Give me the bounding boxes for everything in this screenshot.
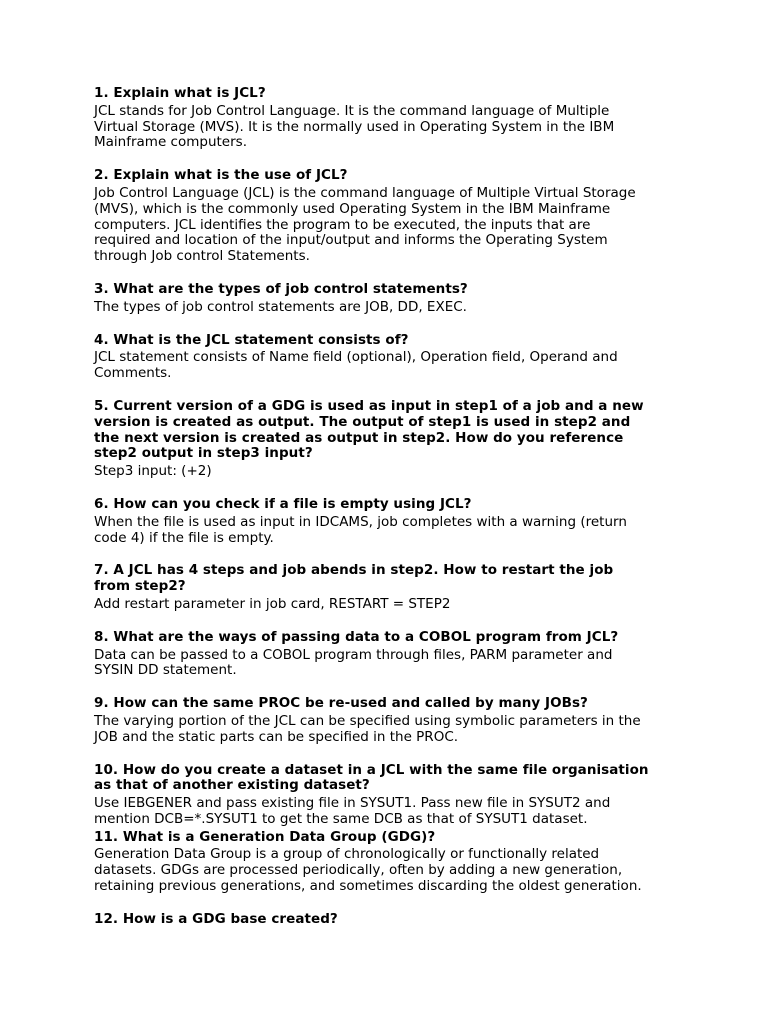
qa-item-7: [94, 563, 684, 612]
question-heading: 1. Explain what is JCL?: [94, 85, 266, 101]
qa-item-10: [94, 763, 684, 828]
question-heading: 2. Explain what is the use of JCL?: [94, 167, 348, 184]
answer-text: Step3 input: (+2): [94, 463, 212, 480]
question-heading: 9. How can the same PROC be re-used and called by many JOBs?: [94, 695, 588, 712]
answer-text: The varying portion of the JCL can be specified using symbolic parameters in the JOB and the static parts can be specified in the PROC.: [94, 712, 641, 745]
question-heading: 3. What are the types of job control statements?: [94, 280, 468, 297]
qa-item-1: [94, 86, 684, 151]
question-heading: 10. How do you create a dataset in a JCL with the same file organisation as that of another existing dataset?: [94, 761, 649, 794]
answer-text: JCL stands for Job Control Language. It is the command language of Multiple Virtual Storage (MVS). It is the normally used in Operating System in the IBM Mainframe computers.: [94, 102, 615, 151]
qa-item-8: [94, 630, 684, 679]
question-heading: 11. What is a Generation Data Group (GDG)?: [94, 828, 436, 845]
qa-item-4: [94, 333, 684, 382]
qa-item-9: [94, 696, 684, 745]
question-heading: 6. How can you check if a file is empty using JCL?: [94, 495, 472, 512]
answer-text: Generation Data Group is a group of chronologically or functionally related datasets. GDGs are processed periodically, often by adding a new generation, retaining previous generations, and sometimes discarding the oldest generation.: [94, 846, 642, 895]
answer-text: Job Control Language (JCL) is the command language of Multiple Virtual Storage (MVS), which is the commonly used Operating System in the IBM Mainframe computers. JCL identifies the program to be executed, the inputs that are required and location of the input/output and informs the Operating System through Job control Statements.: [94, 184, 636, 265]
qa-item-11: [94, 830, 684, 895]
qa-item-6: [94, 497, 684, 546]
qa-item-3: [94, 282, 684, 316]
qa-item-2: [94, 168, 684, 265]
question-heading: 8. What are the ways of passing data to a COBOL program from JCL?: [94, 628, 619, 645]
answer-text: The types of job control statements are JOB, DD, EXEC.: [94, 298, 467, 315]
qa-item-5: [94, 399, 684, 480]
answer-text: Data can be passed to a COBOL program through files, PARM parameter and SYSIN DD statement.: [94, 646, 613, 679]
question-heading: 5. Current version of a GDG is used as input in step1 of a job and a new version is created as output. The output of step1 is used in step2 and the next version is created as output in step2. How do you reference step2 output in step3 input?: [94, 397, 644, 462]
document-page: [94, 86, 684, 945]
answer-text: Add restart parameter in job card, RESTART = STEP2: [94, 595, 451, 612]
answer-text: JCL statement consists of Name field (optional), Operation field, Operand and Comments.: [94, 349, 618, 382]
qa-item-12: [94, 912, 684, 928]
question-heading: 12. How is a GDG base created?: [94, 910, 338, 927]
answer-text: When the file is used as input in IDCAMS, job completes with a warning (return code 4) if the file is empty.: [94, 513, 627, 546]
question-heading: 4. What is the JCL statement consists of?: [94, 331, 409, 348]
answer-text: Use IEBGENER and pass existing file in SYSUT1. Pass new file in SYSUT2 and mention DCB=*.SYSUT1 to get the same DCB as that of SYSUT1 dataset.: [94, 795, 611, 827]
question-heading: 7. A JCL has 4 steps and job abends in step2. How to restart the job from step2?: [94, 562, 614, 595]
